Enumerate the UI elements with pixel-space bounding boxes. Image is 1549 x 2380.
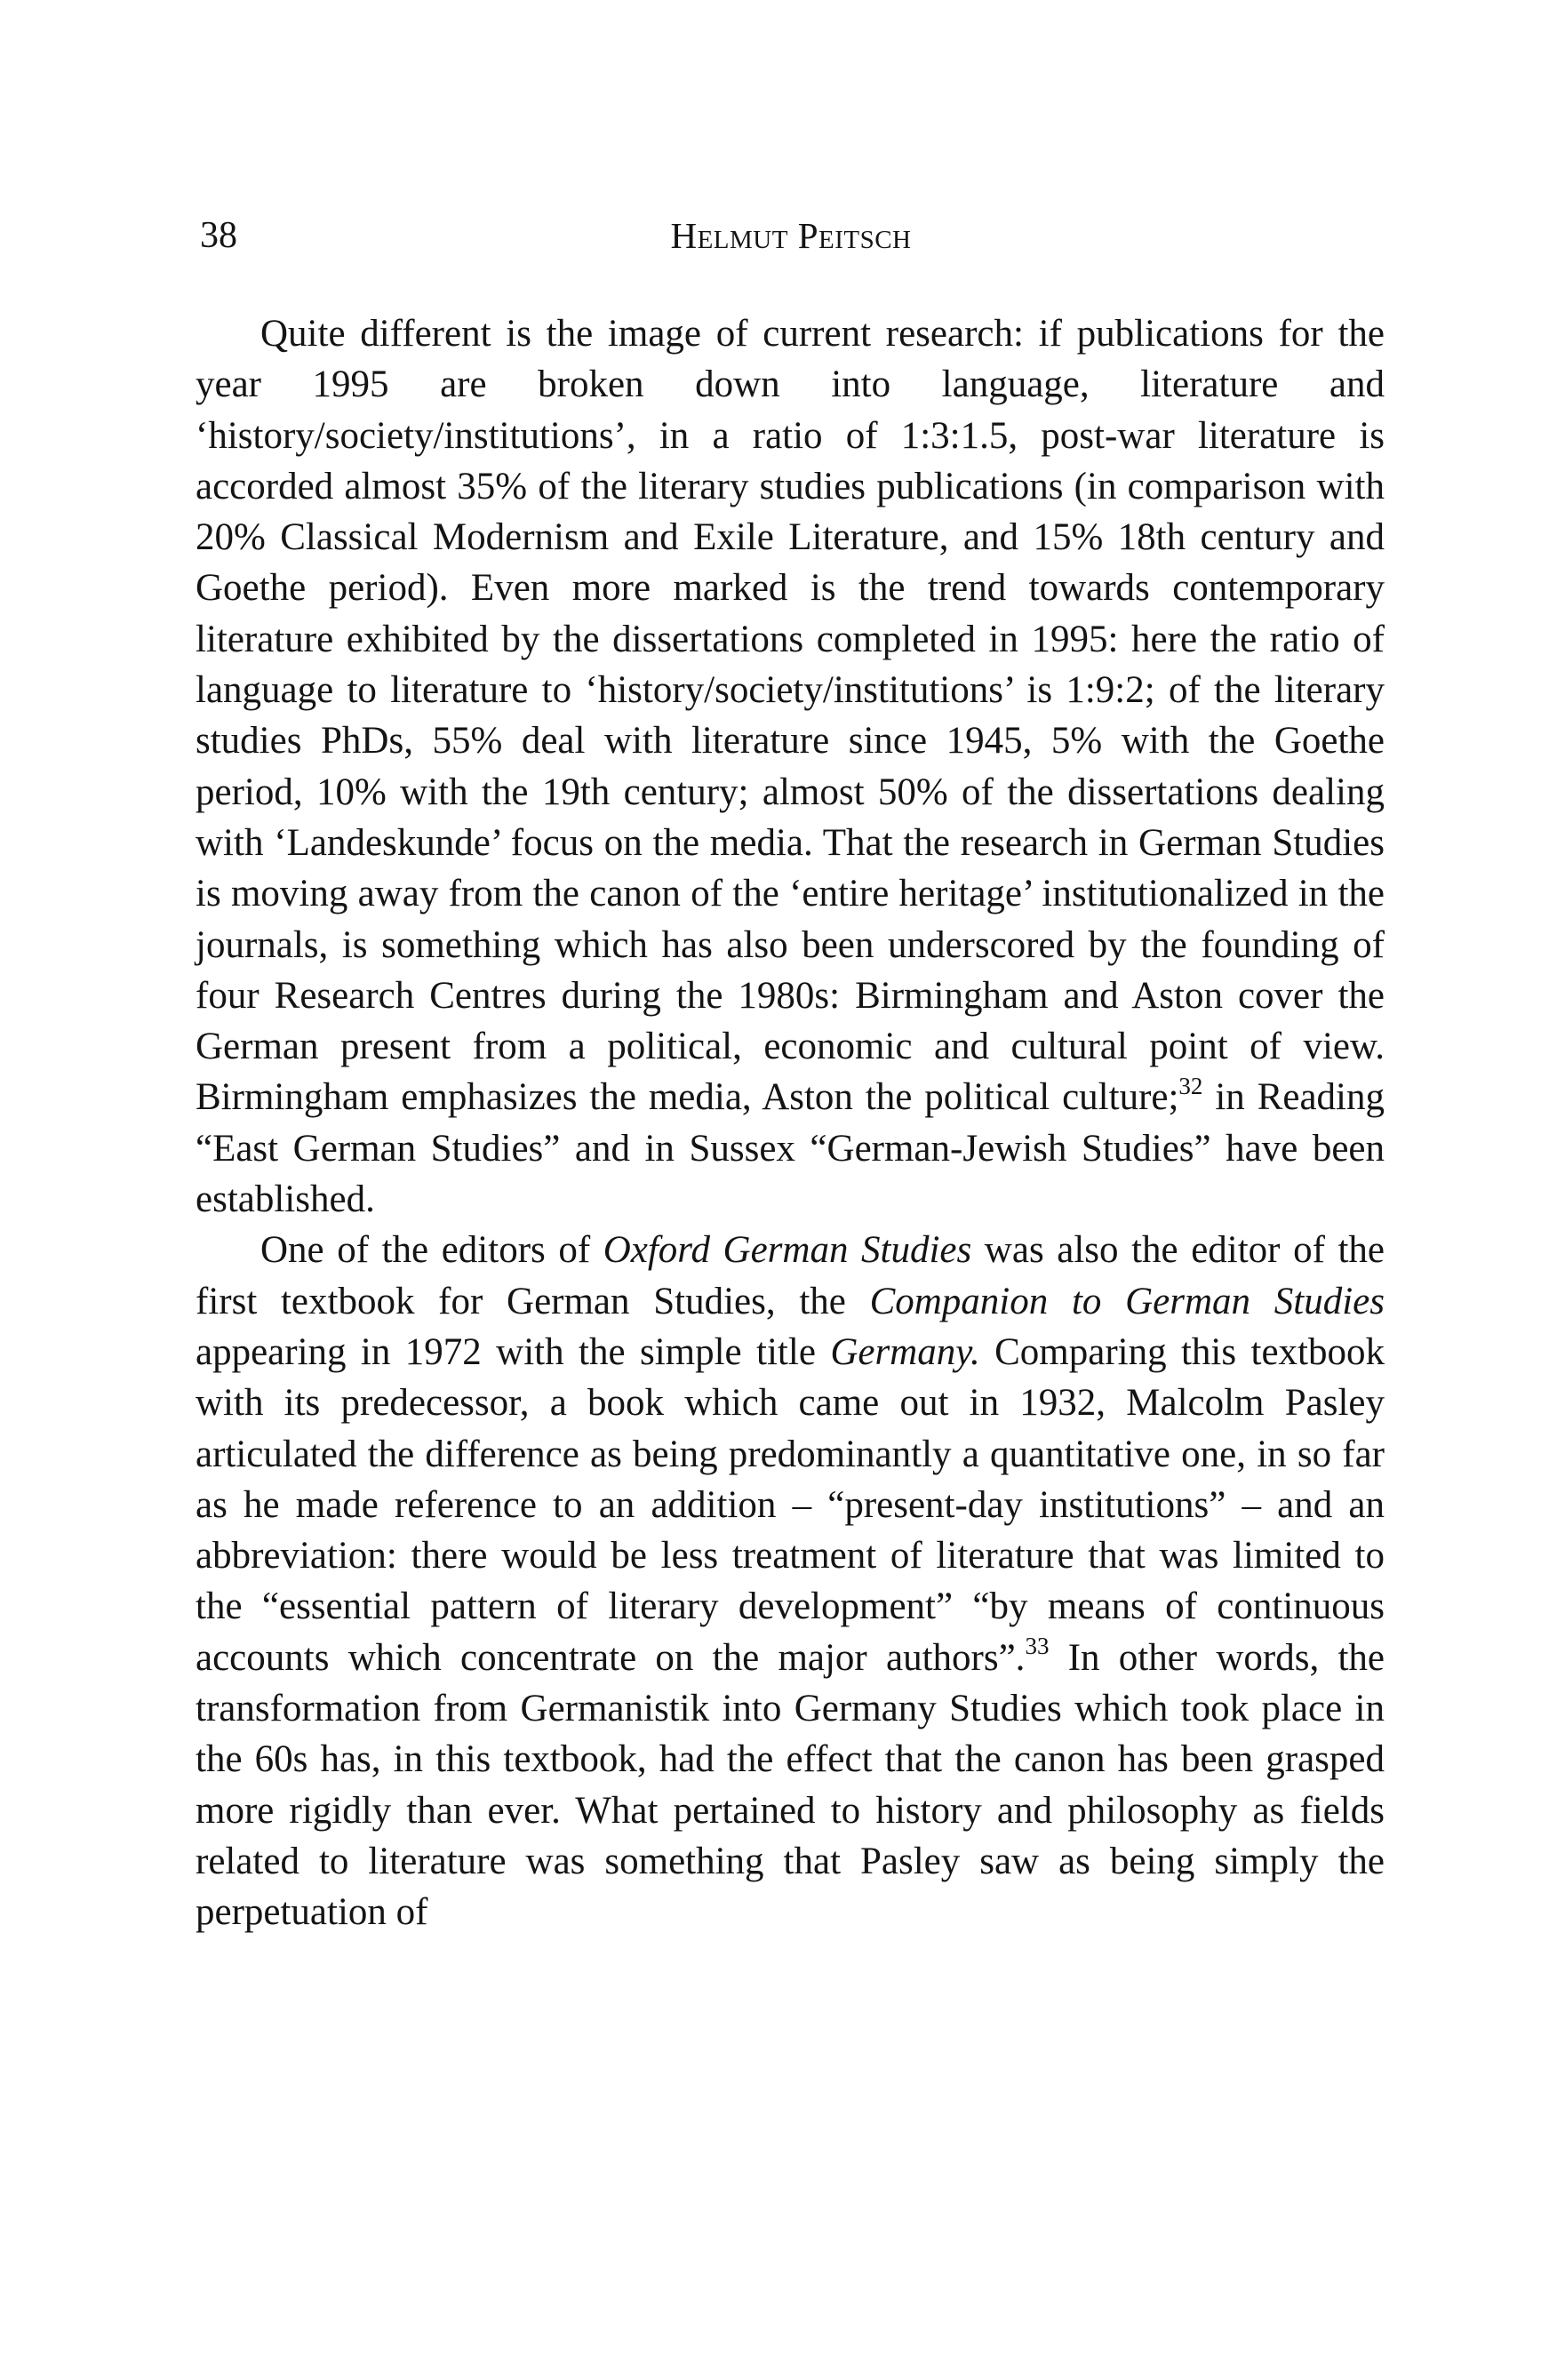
footnote-ref-33[interactable]: 33 [1025, 1633, 1050, 1660]
title-companion-to-german-studies: Companion to German Studies [869, 1280, 1385, 1322]
body-text [196, 308, 1385, 1938]
paragraph-2-text-e: In other words, the transformation from Germanistik into Germany Studies which took place in the 60s has, in this textbook, had the effect that the canon has been grasped more rigidly than ever. What pertained to history and philosophy as fields related to literature was something that Pasley saw as being simply the perpetuation of [196, 1636, 1385, 1934]
page-number: 38 [200, 215, 237, 256]
paragraph-2-text-d: Comparing this textbook with its predecessor, a book which came out in 1932, Malcolm Pasley articulated the difference as being predominantly a quantitative one, in so far as he made reference to an addition – “present-day institutions” – and an abbreviation: there would be less treatment of literature that was limited to the “essential pattern of literary development” “by means of continuous accounts which concentrate on the major authors”. [196, 1330, 1385, 1679]
title-oxford-german-studies: Oxford German Studies [603, 1229, 972, 1272]
paragraph-2-text-a: One of the editors of [260, 1229, 603, 1272]
running-head-author: Helmut Peitsch [670, 215, 912, 256]
running-head [200, 209, 1382, 262]
paragraph-1-text-end: in Reading “East German Studies” and in Sussex “German-Jewish Studies” have been established. [196, 1076, 1385, 1221]
paragraph-1-text: Quite different is the image of current research: if publications for the year 1995 are broken down into language, literature and ‘history/society/institutions’, in a ratio of 1:3:1.5, post-war literature is accorded almost 35% of the literary studies publications (in comparison with 20% Classical Modernism and Exile Literature, and 15% 18th century and Goethe period). Even more marked is the trend towards contemporary literature exhibited by the dissertations completed in 1995: here the ratio of language to literature to ‘history/society/institutions’ is 1:9:2; of the literary studies PhDs, 55% deal with literature since 1945, 5% with the Goethe period, 10% with the 19th century; almost 50% of the dissertations dealing with ‘Landeskunde’ focus on the media. That the research in German Studies is moving away from the canon of the ‘entire heritage’ institutionalized in the journals, is something which has also been underscored by the founding of four Research Centres during the 1980s: Birmingham and Aston cover the German present from a political, economic and cultural point of view. Birmingham emphasizes the media, Aston the political culture; [196, 313, 1385, 1119]
footnote-ref-32[interactable]: 32 [1178, 1073, 1203, 1100]
title-germany: Germany. [830, 1330, 980, 1373]
paragraph-companion-textbook [196, 1225, 1385, 1937]
paragraph-research-image [196, 308, 1385, 1225]
paragraph-2-text-b: was also the editor of the first textbook for German Studies, the [196, 1229, 1385, 1322]
paragraph-2-text-c: appearing in 1972 with the simple title [196, 1330, 831, 1373]
